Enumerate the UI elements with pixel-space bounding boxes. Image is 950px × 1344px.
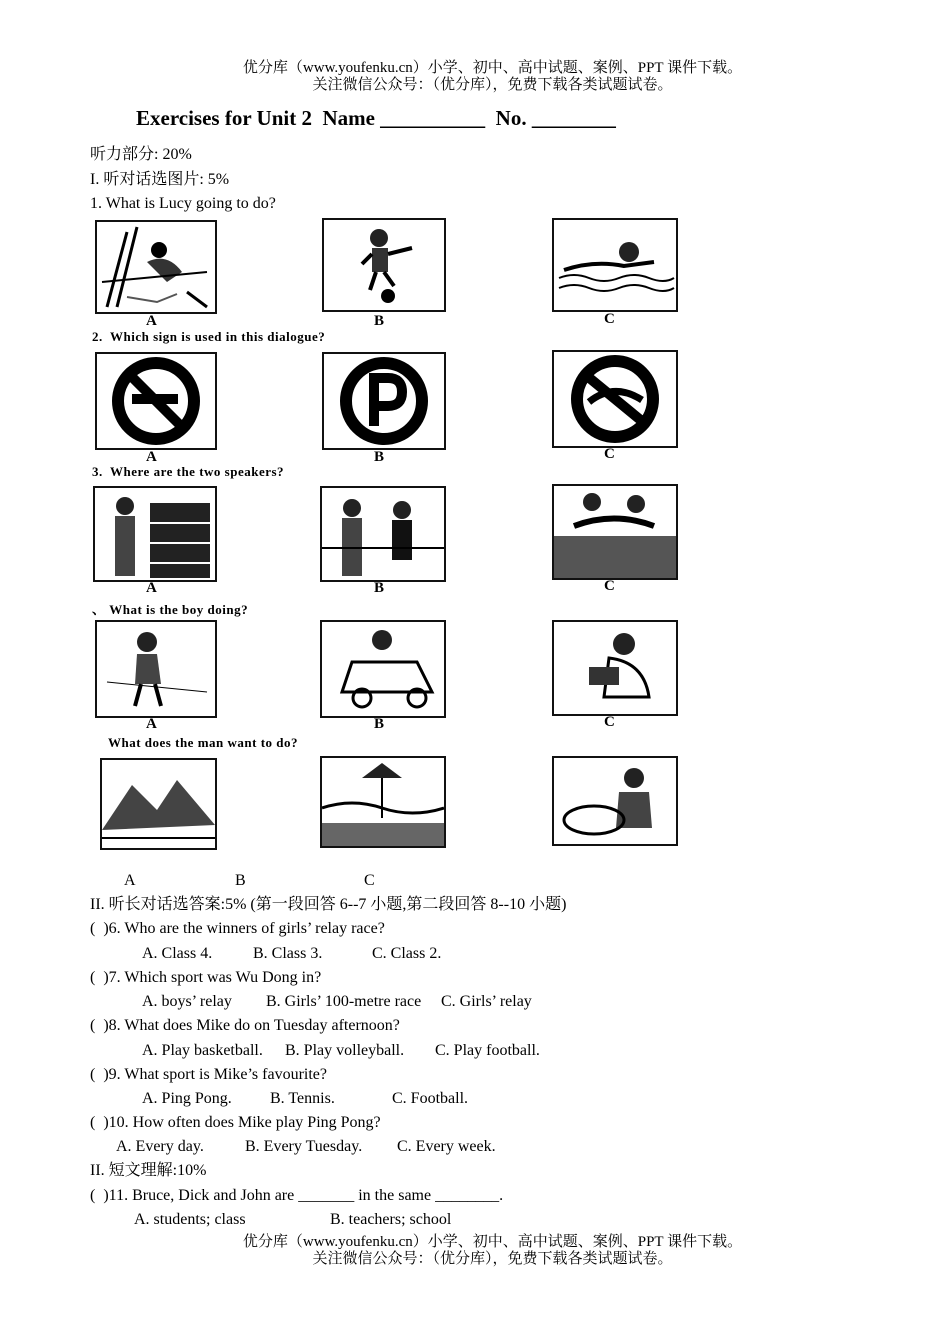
question-4: 、 What is the boy doing? xyxy=(92,602,249,617)
label-2c: C xyxy=(604,446,615,462)
q8-option-b: B. Play volleyball. xyxy=(285,1042,405,1059)
picture-3b-street xyxy=(320,486,446,582)
footer-line-2: 关注微信公众号：（优分库），免费下载各类试题试卷。 xyxy=(312,1251,673,1267)
question-3: 3. Where are the two speakers? xyxy=(92,464,285,479)
header-line-1: 优分库（www.youfenku.cn）小学、初中、高中试题、案例、PPT 课件下载。 xyxy=(242,60,743,76)
label-1c: C xyxy=(604,311,615,327)
question-2: 2. Which sign is used in this dialogue? xyxy=(92,329,326,344)
question-5: What does the man want to do? xyxy=(108,735,299,750)
q6-option-b: B. Class 3. xyxy=(253,945,323,962)
picture-5a-mountain xyxy=(100,758,217,850)
label-3b: B xyxy=(374,580,385,596)
q10-option-b: B. Every Tuesday. xyxy=(245,1138,363,1155)
question-6: ( )6. Who are the winners of girls’ relay race? xyxy=(90,920,385,937)
part1-heading: I. 听对话选图片: 5% xyxy=(90,171,230,188)
picture-2a-no-smoking-sign xyxy=(95,352,217,450)
question-8: ( )8. What does Mike do on Tuesday afternoon? xyxy=(90,1017,400,1034)
picture-5b-beach xyxy=(320,756,446,848)
q11-option-a: A. students; class xyxy=(134,1211,246,1228)
question-1: 1. What is Lucy going to do? xyxy=(90,195,276,212)
q10-option-a: A. Every day. xyxy=(116,1138,204,1155)
q9-option-a: A. Ping Pong. xyxy=(142,1090,232,1107)
label-2b: B xyxy=(374,449,385,465)
label-3c: C xyxy=(604,578,615,594)
label-2a: A xyxy=(146,449,157,465)
q10-option-c: C. Every week. xyxy=(397,1138,496,1155)
q8-option-a: A. Play basketball. xyxy=(142,1042,263,1059)
section-listening: 听力部分: 20% xyxy=(90,146,192,163)
q8-option-c: C. Play football. xyxy=(435,1042,540,1059)
q7-option-b: B. Girls’ 100-metre race xyxy=(266,993,422,1010)
label-1b: B xyxy=(374,313,385,329)
picture-4b-driving xyxy=(320,620,446,718)
picture-1c-swimming xyxy=(552,218,678,312)
part2-heading: II. 听长对话选答案:5% (第一段回答 6--7 小题,第二段回答 8--10 小题) xyxy=(90,896,567,913)
picture-2c-no-swimming-sign xyxy=(552,350,678,448)
picture-4a-phone xyxy=(95,620,217,718)
picture-2b-no-parking-sign xyxy=(322,352,446,450)
page-footer xyxy=(0,1234,950,1268)
label-5c: C xyxy=(364,872,375,889)
label-4a: A xyxy=(146,716,157,732)
page-title: Exercises for Unit 2 Name __________ No. ________ xyxy=(136,106,616,130)
question-7: ( )7. Which sport was Wu Dong in? xyxy=(90,969,322,986)
picture-1a-climbing xyxy=(95,220,217,314)
label-4c: C xyxy=(604,714,615,730)
label-4b: B xyxy=(374,716,385,732)
question-9: ( )9. What sport is Mike’s favourite? xyxy=(90,1066,327,1083)
part3-heading: II. 短文理解:10% xyxy=(90,1162,207,1179)
label-5a: A xyxy=(124,872,136,889)
label-3a: A xyxy=(146,580,157,596)
q9-option-b: B. Tennis. xyxy=(270,1090,335,1107)
picture-1b-football xyxy=(322,218,446,312)
picture-3c-garden xyxy=(552,484,678,580)
label-1a: A xyxy=(146,313,157,329)
header-line-2: 关注微信公众号：（优分库），免费下载各类试题试卷。 xyxy=(312,77,673,93)
question-11: ( )11. Bruce, Dick and John are _______ in the same ________. xyxy=(90,1187,504,1204)
page-header xyxy=(0,60,950,94)
q6-option-c: C. Class 2. xyxy=(372,945,442,962)
picture-5c-picnic xyxy=(552,756,678,846)
footer-line-1: 优分库（www.youfenku.cn）小学、初中、高中试题、案例、PPT 课件下载。 xyxy=(242,1234,743,1250)
q6-option-a: A. Class 4. xyxy=(142,945,213,962)
q11-option-b: B. teachers; school xyxy=(330,1211,452,1228)
q7-option-c: C. Girls’ relay xyxy=(441,993,532,1010)
picture-4c-reading xyxy=(552,620,678,716)
q7-option-a: A. boys’ relay xyxy=(142,993,232,1010)
q9-option-c: C. Football. xyxy=(392,1090,469,1107)
picture-3a-shop xyxy=(93,486,217,582)
label-5b: B xyxy=(235,872,246,889)
question-10: ( )10. How often does Mike play Ping Pong? xyxy=(90,1114,381,1131)
